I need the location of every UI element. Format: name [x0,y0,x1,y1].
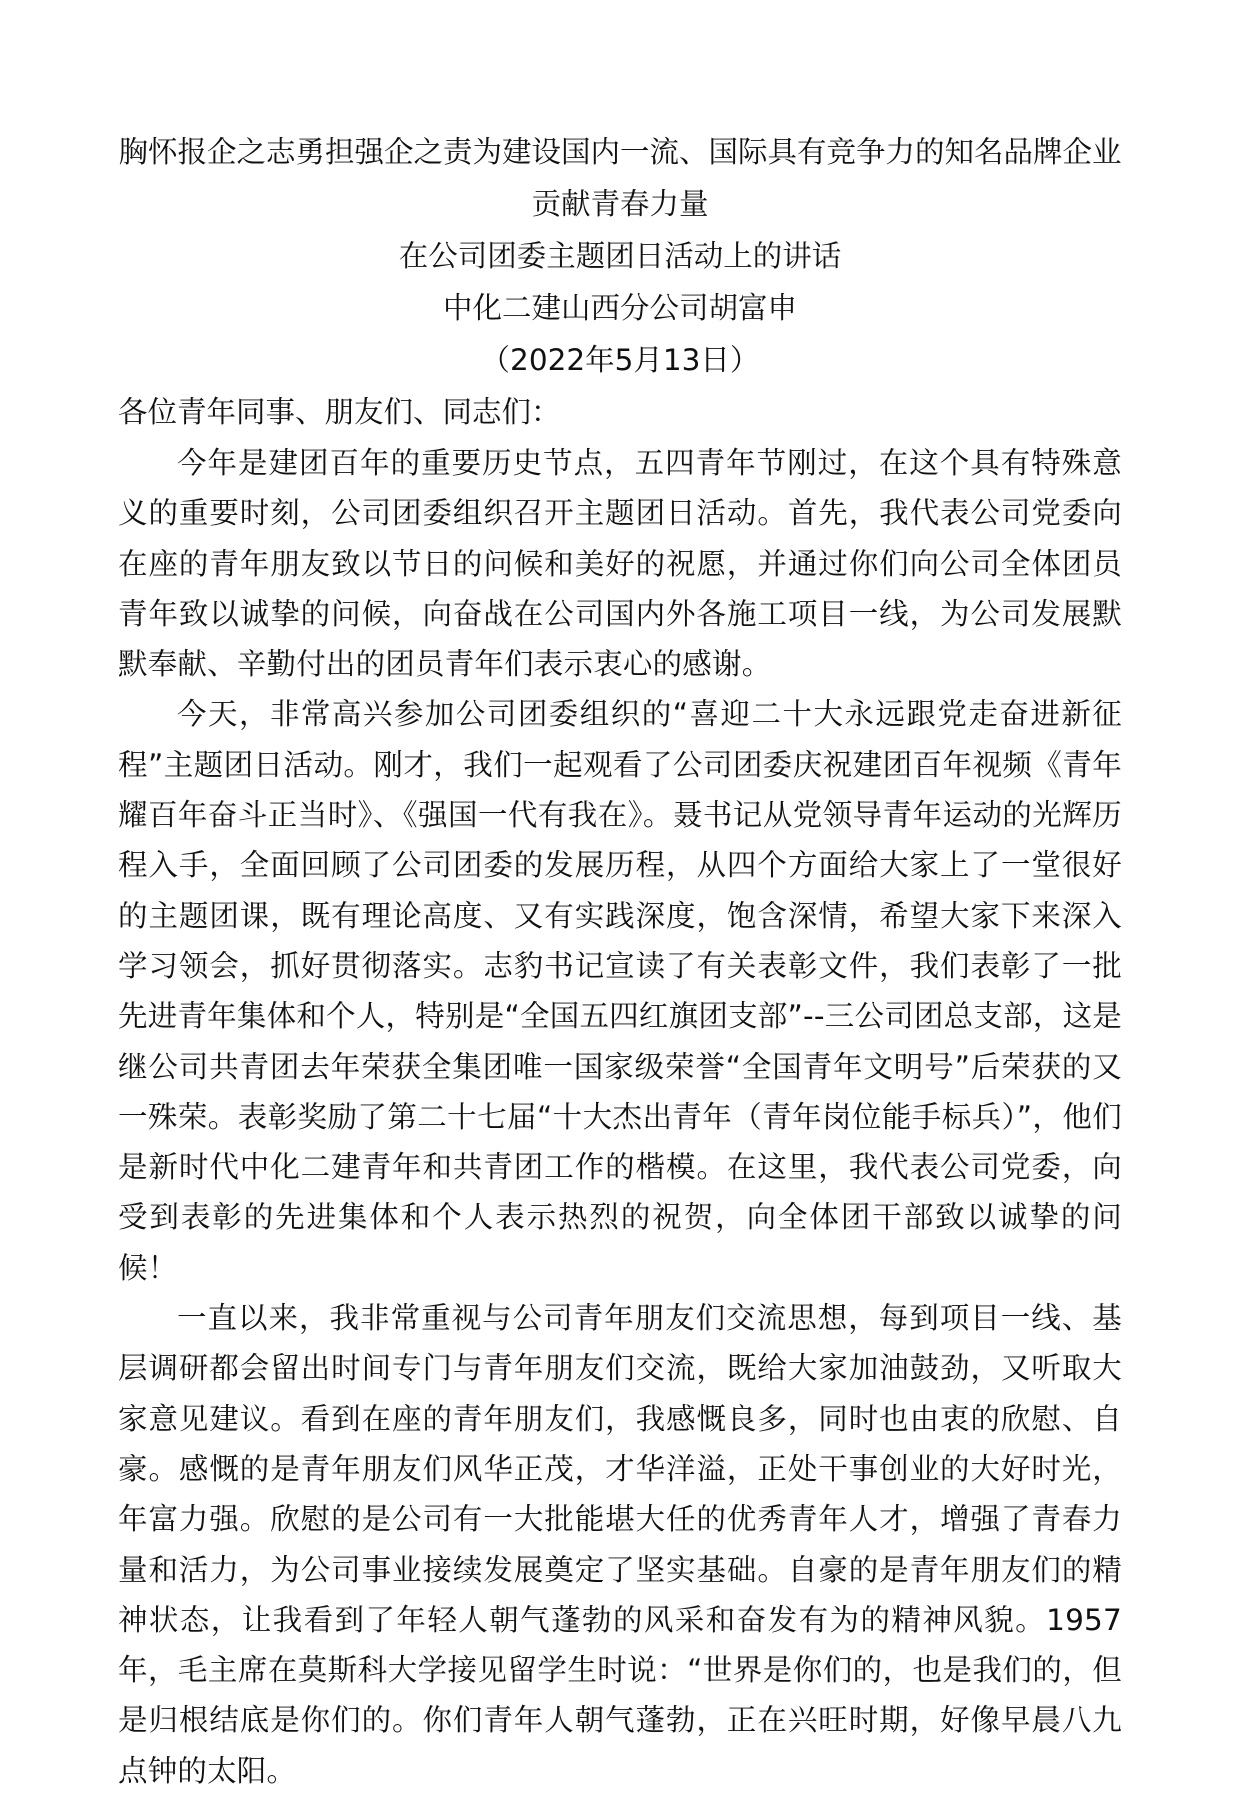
title-block [118,126,1122,386]
document-title-line-2: 贡献青春力量 [531,187,709,221]
speaker-name: 中化二建山西分公司胡富申 [442,291,797,325]
paragraph-1: 今年是建团百年的重要历史节点，五四青年节刚过，在这个具有特殊意义的重要时刻，公司团委组织召开主题团日活动。首先，我代表公司党委向在座的青年朋友致以节日的问候和美好的祝愿，并通过你们向公司全体团员青年致以诚挚的问候，向奋战在公司国内外各施工项目一线，为公司发展默默奉献、辛勤付出的团员青年们表示衷心的感谢。 [118,446,1122,682]
document-subtitle: 在公司团委主题团日活动上的讲话 [398,239,842,273]
speech-date: （2022年5月13日） [480,343,760,377]
paragraph-3: 一直以来，我非常重视与公司青年朋友们交流思想，每到项目一线、基层调研都会留出时间专门与青年朋友们交流，既给大家加油鼓劲，又听取大家意见建议。看到在座的青年朋友们，我感慨良多，同时也由衷的欣慰、自豪。感慨的是青年朋友们风华正茂，才华洋溢，正处干事创业的大好时光，年富力强。欣慰的是公司有一大批能堪大任的优秀青年人才，增强了青春力量和活力，为公司事业接续发展奠定了坚实基础。自豪的是青年朋友们的精神状态，让我看到了年轻人朝气蓬勃的风采和奋发有为的精神风貌。1957年，毛主席在莫斯科大学接见留学生时说：“世界是你们的，也是我们的，但是归根结底是你们的。你们青年人朝气蓬勃，正在兴旺时期，好像早晨八九点钟的太阳。 [118,1301,1122,1788]
paragraph-2: 今天，非常高兴参加公司团委组织的“喜迎二十大永远跟党走奋进新征程”主题团日活动。刚才，我们一起观看了公司团委庆祝建团百年视频《青年耀百年奋斗正当时》、《强国一代有我在》。聂书记从党领导青年运动的光辉历程入手，全面回顾了公司团委的发展历程，从四个方面给大家上了一堂很好的主题团课，既有理论高度、又有实践深度，饱含深情，希望大家下来深入学习领会，抓好贯彻落实。志豹书记宣读了有关表彰文件，我们表彰了一批先进青年集体和个人，特别是“全国五四红旗团支部”--三公司团总支部，这是继公司共青团去年荣获全集团唯一国家级荣誉“全国青年文明号”后荣获的又一殊荣。表彰奖励了第二十七届“十大杰出青年（青年岗位能手标兵）”，他们是新时代中化二建青年和共青团工作的楷模。在这里，我代表公司党委，向受到表彰的先进集体和个人表示热烈的祝贺，向全体团干部致以诚挚的问候！ [118,697,1122,1285]
document-title-line-1: 胸怀报企之志勇担强企之责为建设国内一流、国际具有竞争力的知名品牌企业 [118,135,1122,169]
salutation: 各位青年同事、朋友们、同志们： [118,395,561,429]
